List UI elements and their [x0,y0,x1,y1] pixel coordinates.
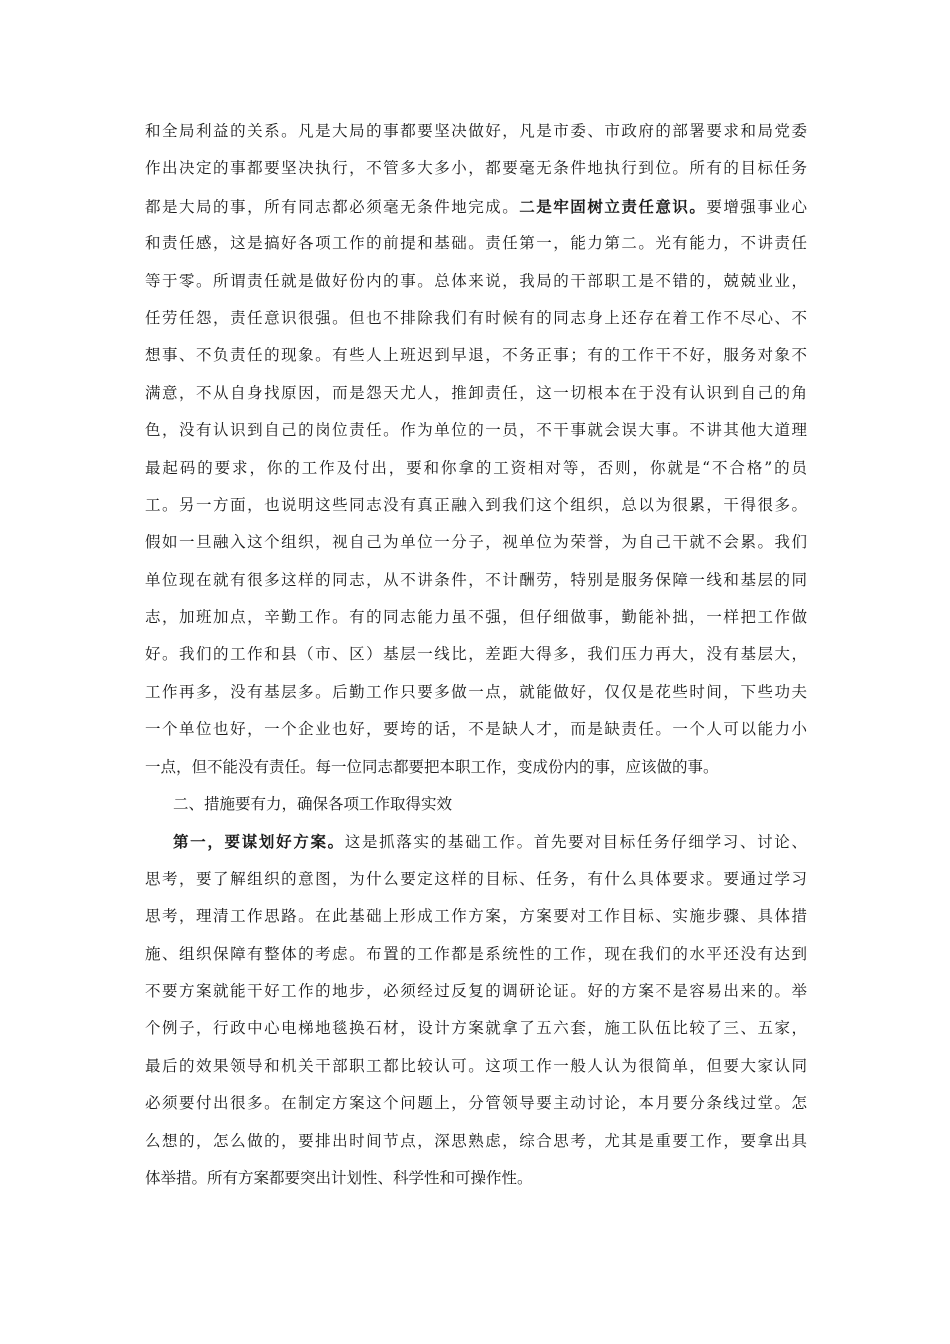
text-line [145,749,807,786]
text-line [145,524,807,561]
section-heading: 二、措施要有力，确保各项工作取得实效 [173,795,453,814]
text-line [145,113,807,150]
line-text: 施、组织保障有整体的考虑。布置的工作都是系统性的工作，现在我们的水平还没有达到 [145,944,807,963]
text-line [145,150,807,187]
line-text: 都是大局的事，所有同志都必须毫无条件地完成。 [145,197,520,216]
bold-phrase: 二是牢固树立责任意识。 [519,196,707,216]
line-text: 思考，要了解组织的意图，为什么要定这样的目标、任务，有什么具体要求。要通过学习 [145,869,807,888]
bold-phrase: 第一，要谋划好方案。 [173,832,345,852]
text-line [145,898,807,935]
line-text: 体举措。所有方案都要突出计划性、科学性和可操作性。 [145,1168,533,1187]
line-text: 工作再多，没有基层多。后勤工作只要多做一点，就能做好，仅仅是花些时间，下些功夫 [145,682,807,701]
text-line [145,412,807,449]
line-text: 工。另一方面，也说明这些同志没有真正融入到我们这个组织，总以为很累，干得很多。 [145,495,807,514]
text-line [145,450,807,487]
text-line [145,1123,807,1160]
text-line [145,973,807,1010]
line-text: 一个单位也好，一个企业也好，要垮的话，不是缺人才，而是缺责任。一个人可以能力小 [145,720,807,739]
text-line [145,674,807,711]
text-line [145,300,807,337]
text-line [145,1085,807,1122]
text-line [145,1010,807,1047]
paragraph-plan [145,823,807,1197]
text-line [145,861,807,898]
document-page [145,113,807,1197]
line-text: 必须要付出很多。在制定方案这个问题上，分管领导要主动讨论，本月要分条线过堂。怎 [145,1094,807,1113]
text-line [145,375,807,412]
line-text: 个例子，行政中心电梯地毯换石材，设计方案就拿了五六套，施工队伍比较了三、五家， [145,1019,807,1038]
line-text: 满意，不从自身找原因，而是怨天尤人，推卸责任，这一切根本在于没有认识到自己的角 [145,383,807,402]
line-text: 和责任感，这是搞好各项工作的前提和基础。责任第一，能力第二。光有能力，不讲责任 [145,234,807,253]
line-text: 最后的效果领导和机关干部职工都比较认可。这项工作一般人认为很简单，但要大家认同 [145,1056,807,1075]
text-line [145,225,807,262]
line-text: 单位现在就有很多这样的同志，从不讲条件，不计酬劳，特别是服务保障一线和基层的同 [145,570,807,589]
line-text: 志，加班加点，辛勤工作。有的同志能力虽不强，但仔细做事，勤能补拙，一样把工作做 [145,608,807,627]
line-text: 和全局利益的关系。凡是大局的事都要坚决做好，凡是市委、市政府的部署要求和局党委 [145,122,807,140]
text-line [145,1160,807,1197]
text-line [145,936,807,973]
text-line [145,263,807,300]
line-text: 任劳任怨，责任意识很强。但也不排除我们有时候有的同志身上还存在着工作不尽心、不 [145,308,807,327]
line-text: 一点，但不能没有责任。每一位同志都要把本职工作，变成份内的事，应该做的事。 [145,757,719,776]
text-line [145,711,807,748]
line-text: 作出决定的事都要坚决执行，不管多大多小，都要毫无条件地执行到位。所有的目标任务 [145,159,807,178]
line-text: 最起码的要求，你的工作及付出，要和你拿的工资相对等，否则，你就是“不合格”的员 [145,458,807,477]
text-line [145,188,807,225]
line-text: 假如一旦融入这个组织，视自己为单位一分子，视单位为荣誉，为自己干就不会累。我们 [145,533,807,552]
line-text: 这是抓落实的基础工作。首先要对目标任务仔细学习、讨论、 [344,833,807,852]
text-line [145,636,807,673]
line-text: 好。我们的工作和县（市、区）基层一线比，差距大得多，我们压力再大，没有基层大， [145,645,807,664]
line-text: 么想的，怎么做的，要排出时间节点，深思熟虑，综合思考，尤其是重要工作，要拿出具 [145,1131,807,1150]
line-text: 等于零。所谓责任就是做好份内的事。总体来说，我局的干部职工是不错的，兢兢业业， [145,271,807,290]
line-text: 要增强事业心 [706,197,807,216]
line-text: 色，没有认识到自己的岗位责任。作为单位的一员，不干事就会误大事。不讲其他大道理 [145,421,807,440]
text-line [145,599,807,636]
text-line [145,487,807,524]
line-text: 不要方案就能干好工作的地步，必须经过反复的调研论证。好的方案不是容易出来的。举 [145,981,807,1000]
text-line [145,823,807,860]
text-line [145,562,807,599]
line-text: 思考，理清工作思路。在此基础上形成工作方案，方案要对工作目标、实施步骤、具体措 [145,907,807,926]
line-text: 想事、不负责任的现象。有些人上班迟到早退，不务正事；有的工作干不好，服务对象不 [145,346,807,365]
text-line [145,1048,807,1085]
paragraph-responsibility [145,113,807,786]
text-line [145,337,807,374]
